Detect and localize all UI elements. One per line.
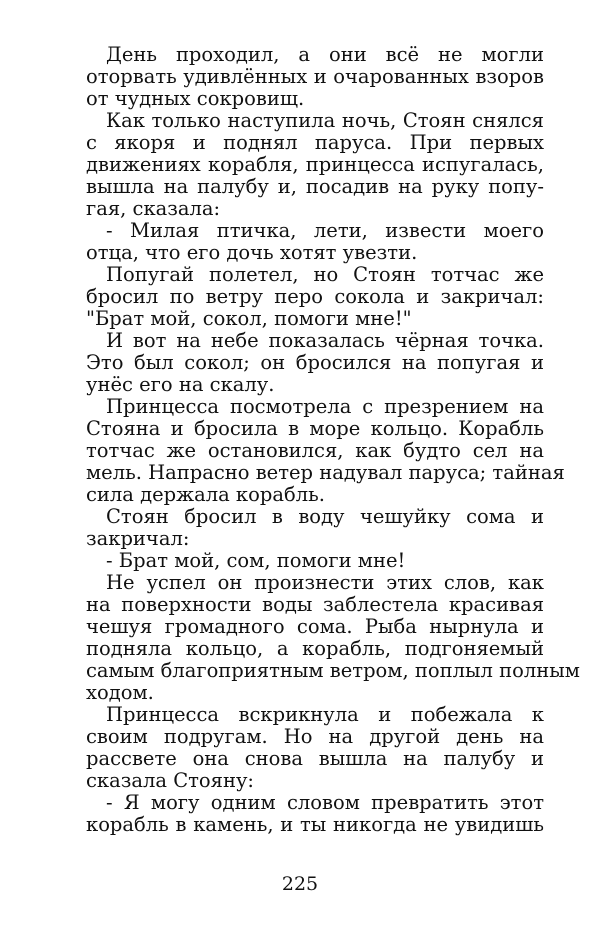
paragraph <box>86 330 544 396</box>
paragraph <box>86 792 544 836</box>
text-line: "Брат мой, сокол, помоги мне!" <box>86 307 412 330</box>
text-line: Это был сокол; он бросился на попугая и <box>86 351 544 374</box>
text-line: Принцесса вскрикнула и побежала к <box>106 703 544 726</box>
text-line: Не успел он произнести этих слов, как <box>106 571 544 594</box>
text-line: мель. Напрасно ветер надувал паруса; тайная <box>86 461 565 484</box>
text-line: на поверхности воды заблестела красивая <box>86 593 544 616</box>
text-line: гая, сказала: <box>86 197 221 220</box>
paragraph <box>86 550 544 572</box>
text-line: тотчас же остановился, как будто сел на <box>86 439 544 462</box>
text-line: своим подругам. Но на другой день на <box>86 725 544 748</box>
paragraph <box>86 395 565 506</box>
text-block <box>86 43 580 836</box>
text-line: самым благоприятным ветром, поплыл полным <box>86 659 580 682</box>
paragraph <box>86 110 544 220</box>
paragraph <box>86 264 544 330</box>
text-line: - Брат мой, сом, помоги мне! <box>106 549 406 572</box>
paragraph <box>86 220 544 264</box>
text-line: ходом. <box>86 681 154 704</box>
text-line: вышла на палубу и, посадив на руку попу- <box>86 175 544 198</box>
text-line: - Я могу одним словом превратить этот <box>106 791 544 814</box>
text-line: закричал: <box>86 527 190 550</box>
text-line: подняла кольцо, а корабль, подгоняемый <box>86 637 544 660</box>
text-line: корабль в камень, и ты никогда не увидишь <box>86 813 544 836</box>
text-line: Стояна и бросила в море кольцо. Корабль <box>86 417 544 440</box>
text-line: отца, что его дочь хотят увезти. <box>86 241 418 264</box>
paragraph <box>86 704 544 792</box>
text-line: движениях корабля, принцесса испугалась, <box>86 153 544 176</box>
text-line: Принцесса посмотрела с презрением на <box>106 395 544 418</box>
text-line: сила держала корабль. <box>86 483 325 506</box>
text-line: Как только наступила ночь, Стоян снялся <box>106 109 544 132</box>
paragraph <box>86 44 544 110</box>
text-line: Стоян бросил в воду чешуйку сома и <box>106 505 544 528</box>
text-line: сказала Стояну: <box>86 769 254 792</box>
text-line: от чудных сокровищ. <box>86 87 305 110</box>
paragraph <box>86 506 544 550</box>
text-line: И вот на небе показалась чёрная точка. <box>106 329 544 352</box>
text-line: рассвете она снова вышла на палубу и <box>86 747 544 770</box>
text-line: Попугай полетел, но Стоян тотчас же <box>106 263 544 286</box>
text-line: унёс его на скалу. <box>86 373 275 396</box>
text-line: бросил по ветру перо сокола и закричал: <box>86 285 544 308</box>
text-line: - Милая птичка, лети, извести моего <box>106 219 544 242</box>
text-line: с якоря и поднял паруса. При первых <box>86 131 544 154</box>
text-line: День проходил, а они всё не могли <box>106 43 544 66</box>
text-line: оторвать удивлённых и очарованных взоров <box>86 65 544 88</box>
text-line: чешуя громадного сома. Рыба нырнула и <box>86 615 544 638</box>
page-number: 225 <box>281 873 319 895</box>
paragraph <box>86 571 580 704</box>
